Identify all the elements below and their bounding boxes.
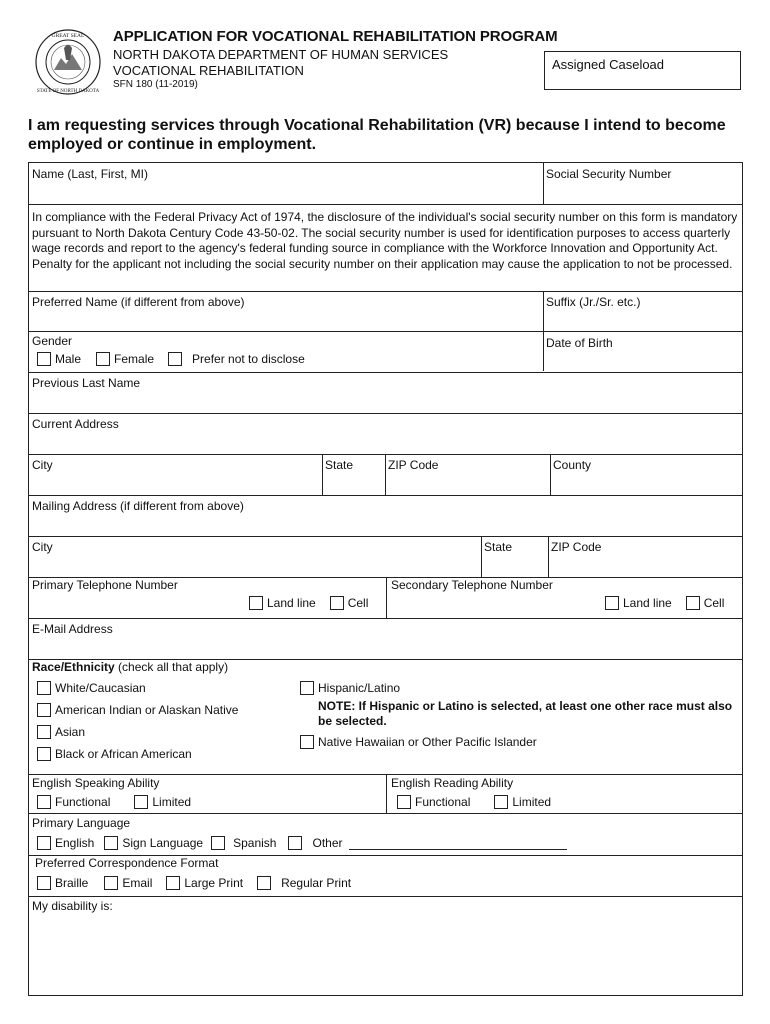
format-email-label: Email (122, 876, 153, 890)
disability-text-area[interactable] (29, 915, 742, 993)
assigned-caseload-field[interactable] (544, 51, 741, 90)
primary-phone-label: Primary Telephone Number (32, 578, 178, 592)
gender-female-checkbox[interactable] (96, 352, 110, 366)
race-asian-option (37, 725, 85, 739)
gender-undisclosed-checkbox[interactable] (168, 352, 182, 366)
divider (29, 291, 742, 292)
language-other-label: Other (312, 836, 343, 850)
secondary-landline-label: Land line (623, 596, 672, 610)
format-large-print-checkbox[interactable] (166, 876, 180, 890)
english-speaking-label: English Speaking Ability (32, 776, 160, 790)
language-sign-label: Sign Language (122, 836, 204, 850)
gender-undisclosed-label: Prefer not to disclose (192, 352, 305, 366)
divider (322, 454, 323, 495)
divider (548, 536, 549, 577)
divider (29, 536, 742, 537)
race-american-indian-label: American Indian or Alaskan Native (55, 703, 239, 717)
english-reading-label: English Reading Ability (391, 776, 514, 790)
language-english-label: English (55, 836, 95, 850)
privacy-notice: In compliance with the Federal Privacy Act of 1974, the disclosure of the individual's social security number on this form is mandatory pursuant to North Dakota Century Code 43-50-02. The social security number is used for identification purposes to access quarterly wage records and report to the agency's federal funding source in compliance with the Workforce Innovation and Opportunity Act. Penalty for the applicant not including the social security number on their application may cause the application to not be processed. (32, 210, 738, 271)
race-hawaiian-checkbox[interactable] (300, 735, 314, 749)
race-ethnicity-heading (32, 660, 228, 674)
application-form (28, 162, 743, 996)
email-label: E-Mail Address (32, 622, 113, 636)
primary-landline-checkbox[interactable] (249, 596, 263, 610)
form-number: SFN 180 (11-2019) (113, 79, 198, 90)
zip-label: ZIP Code (388, 458, 439, 472)
state-label: State (325, 458, 354, 472)
race-hawaiian-label: Native Hawaiian or Other Pacific Islander (318, 735, 537, 749)
division-name: VOCATIONAL REHABILITATION (113, 63, 304, 78)
current-address-label: Current Address (32, 417, 119, 431)
correspondence-label: Preferred Correspondence Format (35, 856, 219, 870)
county-label: County (553, 458, 592, 472)
gender-male-checkbox[interactable] (37, 352, 51, 366)
suffix-label: Suffix (Jr./Sr. etc.) (546, 295, 641, 309)
reading-limited-checkbox[interactable] (494, 795, 508, 809)
speaking-functional-label: Functional (55, 795, 111, 809)
great-seal-logo (34, 28, 102, 96)
language-other-input[interactable] (349, 837, 567, 850)
race-black-checkbox[interactable] (37, 747, 51, 761)
mailing-city-label: City (32, 540, 53, 554)
divider (481, 536, 482, 577)
previous-last-name-label: Previous Last Name (32, 376, 141, 390)
language-other-checkbox[interactable] (288, 836, 302, 850)
city-label: City (32, 458, 53, 472)
secondary-phone-type (605, 596, 724, 610)
race-asian-checkbox[interactable] (37, 725, 51, 739)
speaking-limited-label: Limited (152, 795, 192, 809)
divider (29, 896, 742, 897)
race-asian-label: Asian (55, 725, 86, 739)
divider (385, 454, 386, 495)
svg-text:GREAT SEAL: GREAT SEAL (51, 33, 85, 39)
disability-label: My disability is: (32, 899, 113, 913)
divider (386, 577, 387, 618)
form-title: APPLICATION FOR VOCATIONAL REHABILITATION PROGRAM (113, 28, 558, 45)
divider (550, 454, 551, 495)
format-large-print-label: Large Print (184, 876, 244, 890)
divider (29, 495, 742, 496)
language-spanish-label: Spanish (233, 836, 277, 850)
primary-language-options (37, 836, 567, 850)
mailing-address-label: Mailing Address (if different from above) (32, 499, 244, 513)
race-black-option (37, 747, 192, 761)
gender-male-label: Male (55, 352, 82, 366)
secondary-cell-label: Cell (703, 596, 725, 610)
race-black-label: Black or African American (55, 747, 192, 761)
language-spanish-checkbox[interactable] (211, 836, 225, 850)
format-regular-print-checkbox[interactable] (257, 876, 271, 890)
race-white-option (37, 681, 146, 695)
divider (543, 163, 544, 204)
gender-options (37, 352, 305, 366)
divider (29, 204, 742, 205)
english-speaking-options (37, 795, 191, 809)
correspondence-options (37, 876, 351, 890)
svg-text:STATE OF NORTH DAKOTA: STATE OF NORTH DAKOTA (36, 89, 100, 94)
secondary-cell-checkbox[interactable] (686, 596, 700, 610)
race-hispanic-checkbox[interactable] (300, 681, 314, 695)
primary-cell-label: Cell (347, 596, 369, 610)
name-label: Name (Last, First, MI) (32, 167, 149, 181)
divider (29, 813, 742, 814)
speaking-functional-checkbox[interactable] (37, 795, 51, 809)
assigned-caseload-label: Assigned Caseload (552, 57, 665, 72)
reading-functional-label: Functional (415, 795, 471, 809)
english-reading-options (397, 795, 551, 809)
race-ethnicity-hint: (check all that apply) (114, 660, 229, 674)
gender-female-label: Female (114, 352, 155, 366)
secondary-landline-checkbox[interactable] (605, 596, 619, 610)
secondary-phone-label: Secondary Telephone Number (391, 578, 553, 592)
race-native-option (37, 703, 238, 717)
format-regular-print-label: Regular Print (281, 876, 352, 890)
format-braille-label: Braille (55, 876, 89, 890)
primary-landline-label: Land line (267, 596, 316, 610)
mailing-zip-label: ZIP Code (551, 540, 602, 554)
race-hawaiian-option (300, 735, 537, 749)
race-hispanic-note: NOTE: If Hispanic or Latino is selected, at least one other race must also be selected. (318, 699, 733, 728)
language-sign-checkbox[interactable] (104, 836, 118, 850)
speaking-limited-checkbox[interactable] (134, 795, 148, 809)
reading-functional-checkbox[interactable] (397, 795, 411, 809)
divider (29, 331, 742, 332)
format-braille-checkbox[interactable] (37, 876, 51, 890)
department-name: NORTH DAKOTA DEPARTMENT OF HUMAN SERVICES (113, 47, 449, 62)
gender-label: Gender (32, 334, 73, 348)
race-white-checkbox[interactable] (37, 681, 51, 695)
mailing-state-label: State (484, 540, 513, 554)
intro-statement: I am requesting services through Vocational Rehabilitation (VR) because I intend to become employed or continue in employment. (28, 117, 726, 153)
race-ethnicity-title: Race/Ethnicity (32, 660, 115, 674)
primary-phone-type (249, 596, 368, 610)
format-email-checkbox[interactable] (104, 876, 118, 890)
primary-language-label: Primary Language (32, 816, 131, 830)
ssn-label: Social Security Number (546, 167, 672, 181)
divider (386, 774, 387, 813)
divider (29, 372, 742, 373)
dob-label: Date of Birth (546, 336, 613, 350)
divider (29, 618, 742, 619)
race-white-label: White/Caucasian (55, 681, 146, 695)
race-american-indian-checkbox[interactable] (37, 703, 51, 717)
primary-cell-checkbox[interactable] (330, 596, 344, 610)
race-hispanic-label: Hispanic/Latino (318, 681, 401, 695)
divider (29, 413, 742, 414)
race-hispanic-option (300, 681, 400, 695)
reading-limited-label: Limited (512, 795, 552, 809)
language-english-checkbox[interactable] (37, 836, 51, 850)
preferred-name-label: Preferred Name (if different from above) (32, 295, 245, 309)
